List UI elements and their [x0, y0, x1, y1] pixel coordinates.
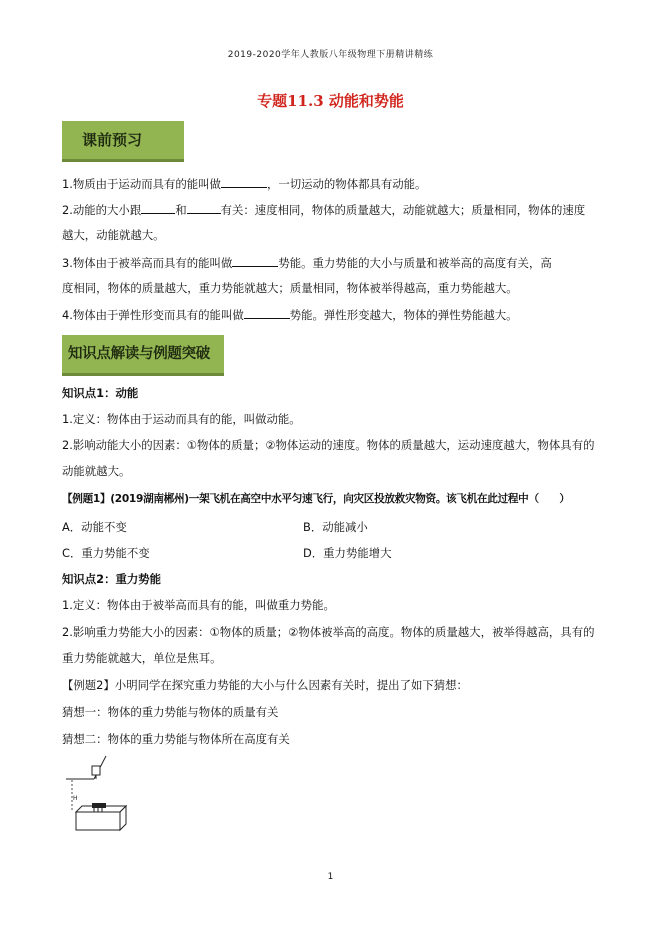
kp1-definition: 1.定义：物体由于运动而具有的能，叫做动能。	[62, 412, 301, 426]
example2-question: 【例题2】小明同学在探究重力势能的大小与什么因素有关时，提出了如下猜想：	[62, 678, 468, 692]
q4-text-b: 势能。弹性形变越大，物体的弹性势能越大。	[289, 308, 518, 322]
kp1-heading: 知识点1：动能	[62, 386, 139, 400]
preview-q3-cont: 度相同，物体的质量越大，重力势能就越大；质量相同，物体被举得越高，重力势能越大。	[62, 281, 518, 295]
preview-q2-cont: 越大，动能就越大。	[62, 228, 165, 242]
kp1-factors-cont: 动能就越大。	[62, 464, 131, 478]
example2-guess-2: 猜想二：物体的重力势能与物体所在高度有关	[62, 732, 290, 746]
q1-text-a: 1.物质由于运动而具有的能叫做	[62, 177, 221, 191]
kp2-factors-cont: 重力势能就越大，单位是焦耳。	[62, 651, 222, 665]
kp1-factors: 2.影响动能大小的因素：①物体的质量；②物体运动的速度。物体的质量越大，运动速度越大，物体具有的	[62, 438, 595, 452]
example1-option-b: B．动能减小	[303, 520, 368, 534]
kp2-factors: 2.影响重力势能大小的因素：①物体的质量；②物体被举高的高度。物体的质量越大，被举得越高，具有的	[62, 625, 595, 639]
answer-blank	[141, 202, 175, 214]
example1-option-d: D．重力势能增大	[303, 546, 392, 560]
example1-question: 【例题1】(2019湖南郴州)一架飞机在高空中水平匀速飞行，向灾区投放救灾物资。该飞机在此过程中（ ）	[62, 493, 570, 505]
page-title: 专题11.3 动能和势能	[257, 92, 404, 110]
answer-blank	[187, 202, 221, 214]
answer-blank	[244, 307, 290, 319]
section-banner-knowledge	[62, 335, 224, 373]
preview-q4	[62, 307, 607, 322]
example1-option-c: C．重力势能不变	[62, 546, 150, 560]
example1-option-a: A．动能不变	[62, 520, 127, 534]
preview-q2	[62, 202, 607, 217]
section-banner-label: 课前预习	[82, 131, 143, 149]
page-number: 1	[327, 872, 334, 882]
q4-text-a: 4.物体由于弹性形变而具有的能叫做	[62, 308, 244, 322]
kp2-definition: 1.定义：物体由于被举高而具有的能，叫做重力势能。	[62, 598, 335, 612]
banner-shadow	[62, 159, 184, 162]
q2-text-b: 和	[175, 203, 187, 217]
preview-q1	[62, 176, 607, 191]
q2-text-c: 有关：速度相同，物体的质量越大，动能就越大；质量相同，物体的速度	[220, 203, 586, 217]
experiment-figure	[60, 752, 132, 838]
height-label: H	[73, 795, 78, 802]
page-header: 2019-2020学年人教版八年级物理下册精讲精练	[227, 50, 434, 60]
answer-blank	[221, 176, 267, 188]
q3-text-a: 3.物体由于被举高而具有的能叫做	[62, 256, 233, 270]
kp2-heading: 知识点2：重力势能	[62, 572, 162, 586]
section-banner-label: 知识点解读与例题突破	[68, 346, 210, 362]
q2-text-a: 2.动能的大小跟	[62, 203, 142, 217]
banner-shadow	[62, 373, 224, 376]
section-banner-preview	[62, 121, 184, 159]
q1-text-b: ，一切运动的物体都具有动能。	[266, 177, 427, 191]
q3-text-b: 势能。重力势能的大小与质量和被举高的高度有关，高	[278, 256, 552, 270]
example2-guess-1: 猜想一：物体的重力势能与物体的质量有关	[62, 705, 279, 719]
preview-q3	[62, 255, 607, 270]
answer-blank	[232, 255, 278, 267]
